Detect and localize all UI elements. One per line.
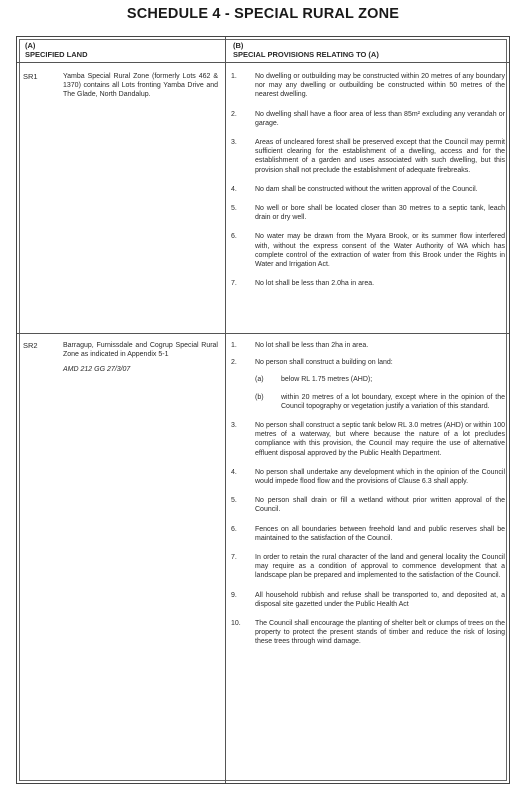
provision-text: The Council shall encourage the planting of shelter belt or clumps of trees on the property to protect the present stands of timber and reduce the risk of losing these trees through wind damage.	[255, 620, 505, 646]
provision-item	[229, 204, 505, 222]
column-a-header	[25, 41, 88, 59]
provision-text: No lot shall be less than 2.0ha in area.	[255, 280, 375, 288]
land-description: Barragup, Furnissdale and Cogrup Special Rural Zone as indicated in Appendix 5-1	[63, 342, 218, 359]
provision-number: 2.	[231, 110, 237, 118]
provision-text: Fences on all boundaries between freehold land and public reserves shall be maintained to the satisfaction of the Council.	[255, 525, 505, 542]
provision-subitem-body	[255, 393, 505, 411]
provision-item	[229, 185, 505, 194]
provision-text: No person shall construct a septic tank below RL 3.0 metres (AHD) or within 100 metres of a waterway, but where because the nature of a lot precludes compliance with this provision, the Council may require the use of alternative effluent disposal approved by the Public Health Department.	[255, 422, 505, 457]
provision-text: No person shall undertake any development which in the opinion of the Council would impede flood flow and the provisions of Clause 6.3 shall apply.	[255, 468, 505, 486]
provision-number: 3.	[231, 139, 237, 147]
provision-item	[229, 591, 505, 609]
provision-number: 6.	[231, 233, 237, 241]
provision-item	[229, 72, 505, 100]
provision-text: All household rubbish and refuse shall be transported to, and deposited at, a disposal site gazetted under the Public Health Act	[255, 591, 505, 608]
provision-item	[229, 138, 505, 175]
provision-number: 2.	[231, 359, 237, 367]
specified-land-sr2	[63, 341, 218, 375]
row-divider	[17, 333, 509, 334]
provision-text: No person shall drain or fill a wetland without prior written approval of the Council.	[255, 497, 505, 514]
provision-text: No well or bore shall be located closer than 30 metres to a septic tank, leach drain or dry well.	[255, 205, 505, 222]
provisions-sr1	[229, 72, 505, 288]
provision-text: No dam shall be constructed without the written approval of the Council.	[255, 185, 478, 193]
column-a-label: SPECIFIED LAND	[25, 50, 88, 59]
provision-number: 7.	[231, 554, 237, 562]
provision-item	[229, 619, 505, 647]
provision-number: 5.	[231, 205, 237, 213]
zone-code-sr2: SR2	[23, 341, 38, 350]
provision-subitem	[229, 375, 505, 384]
provision-item	[229, 358, 505, 367]
provision-item	[229, 553, 505, 581]
provision-text: No water may be drawn from the Myara Brook, or its summer flow interfered with, without the express consent of the Water Authority of WA which has complete control of the extraction of water from this Brook under the Rights in Water and Irrigation Act.	[255, 233, 505, 269]
provision-text: below RL 1.75 metres (AHD);	[281, 376, 373, 384]
provision-text: No dwelling or outbuilding may be constructed within 20 metres of any boundary nor may any dwelling or outbuilding be constructed within 50 metres of the nearest dwelling.	[255, 73, 505, 99]
column-b-header	[233, 41, 379, 59]
provision-item	[229, 110, 505, 128]
column-b-letter: (B)	[233, 41, 244, 50]
provision-text: No lot shall be less than 2ha in area.	[255, 342, 369, 349]
provision-text: Areas of uncleared forest shall be preserved except that the Council may permit sufficient clearing for the establishment of a dwelling, access and for the establishment of a garden and uses associated with such dwelling, but this provision shall not preclude the establishment of adequate firebreaks.	[255, 139, 505, 174]
column-divider	[225, 37, 226, 783]
provision-number: 1.	[231, 342, 237, 349]
provision-text: No dwelling shall have a floor area of less than 85m² excluding any verandah or garage.	[255, 110, 505, 127]
header-divider	[17, 62, 509, 63]
column-a-letter: (A)	[25, 41, 36, 50]
provision-item	[229, 468, 505, 486]
provision-item	[229, 279, 505, 288]
provision-number: (b)	[255, 393, 264, 401]
provision-item	[229, 525, 505, 543]
provision-number: 7.	[231, 280, 237, 288]
provision-subitem	[229, 393, 505, 411]
provisions-sr2	[229, 341, 505, 647]
provision-subitem-body	[255, 375, 505, 384]
provision-number: 4.	[231, 468, 237, 476]
provision-number: 9.	[231, 591, 237, 599]
zone-code-sr1: SR1	[23, 72, 38, 81]
provision-item	[229, 421, 505, 458]
land-description: Yamba Special Rural Zone (formerly Lots 462 & 1370) contains all Lots fronting Yamba Drive and The Glade, North Dandalup.	[63, 73, 218, 99]
provision-item	[229, 496, 505, 514]
provision-text: In order to retain the rural character of the land and general locality the Council may require as a condition of approval to commence development that a landscape plan be prepared and implemented to the satisfaction of the Council.	[255, 554, 505, 580]
specified-land-sr1	[63, 72, 218, 100]
provision-item	[229, 232, 505, 269]
column-b-label: SPECIAL PROVISIONS RELATING TO (A)	[233, 50, 379, 59]
schedule-table	[16, 36, 510, 784]
amendment-reference: AMD 212 GG 27/3/07	[63, 366, 131, 374]
provision-number: 4.	[231, 185, 237, 193]
provision-text: within 20 metres of a lot boundary, except where in the opinion of the Council topography or vegetation justify a variation of this standard.	[281, 393, 505, 410]
provision-number: 5.	[231, 497, 237, 505]
provision-item	[229, 341, 505, 350]
provision-number: 1.	[231, 73, 237, 80]
provision-number: 10.	[231, 620, 241, 628]
provision-number: (a)	[255, 376, 264, 384]
provision-text: No person shall construct a building on land:	[255, 359, 393, 367]
page-title: SCHEDULE 4 - SPECIAL RURAL ZONE	[126, 6, 400, 22]
provision-number: 3.	[231, 422, 237, 430]
provision-number: 6.	[231, 525, 237, 533]
